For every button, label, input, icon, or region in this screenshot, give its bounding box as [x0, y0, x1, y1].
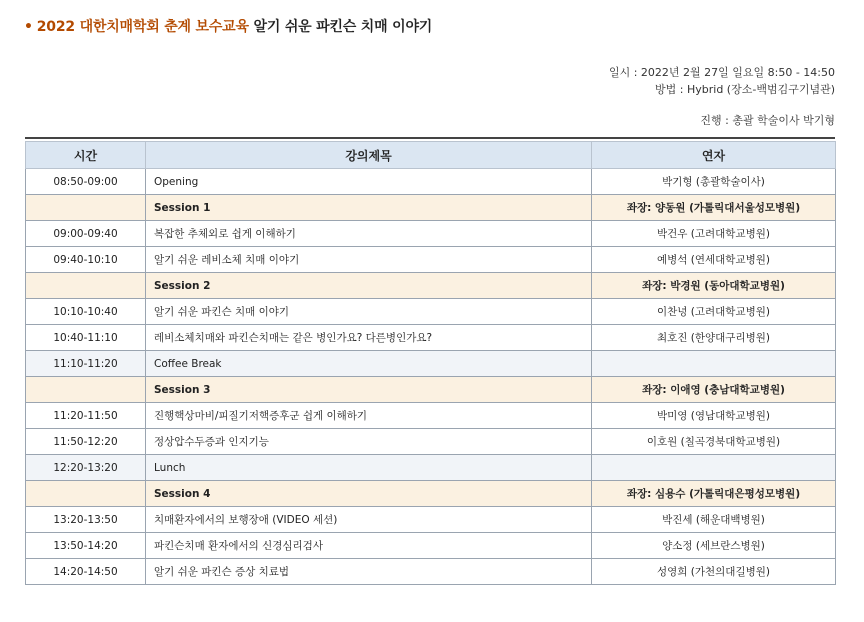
header-title: 강의제목	[146, 142, 592, 169]
cell-speaker	[592, 351, 836, 377]
cell-title: 정상압수두증과 인지기능	[146, 429, 592, 455]
session-row	[26, 195, 836, 221]
cell-speaker: 좌장: 박경원 (동아대학교병원)	[592, 273, 836, 299]
cell-time	[26, 377, 146, 403]
schedule-body	[26, 169, 836, 585]
break-row	[26, 455, 836, 481]
session-row	[26, 481, 836, 507]
cell-title: 복잡한 추체외로 쉽게 이해하기	[146, 221, 592, 247]
cell-title: 레비소체치매와 파킨슨치매는 같은 병인가요? 다른병인가요?	[146, 325, 592, 351]
event-host: 진행 : 총괄 학술이사 박기형	[700, 114, 835, 127]
cell-time: 13:20-13:50	[26, 507, 146, 533]
event-method: 방법 : Hybrid (장소-백범김구기념관)	[655, 83, 835, 96]
cell-time: 11:20-11:50	[26, 403, 146, 429]
cell-time	[26, 273, 146, 299]
title-name: 알기 쉬운 파킨슨 치매 이야기	[253, 19, 433, 35]
cell-title: Coffee Break	[146, 351, 592, 377]
cell-speaker: 좌장: 심용수 (가톨릭대은평성모병원)	[592, 481, 836, 507]
table-row	[26, 533, 836, 559]
cell-speaker: 좌장: 이애영 (충남대학교병원)	[592, 377, 836, 403]
cell-title: 진행핵상마비/피질기저핵증후군 쉽게 이해하기	[146, 403, 592, 429]
cell-title: Opening	[146, 169, 592, 195]
break-row	[26, 351, 836, 377]
cell-speaker: 박진세 (해운대백병원)	[592, 507, 836, 533]
bullet-icon: •	[24, 19, 33, 35]
table-row	[26, 325, 836, 351]
table-row	[26, 429, 836, 455]
cell-title: Session 4	[146, 481, 592, 507]
header-time: 시간	[26, 142, 146, 169]
cell-speaker: 이호원 (칠곡경북대학교병원)	[592, 429, 836, 455]
session-row	[26, 377, 836, 403]
cell-time: 10:10-10:40	[26, 299, 146, 325]
title-prefix: 2022 대한치매학회 춘계 보수교육	[36, 19, 249, 35]
cell-title: 알기 쉬운 파킨슨 치매 이야기	[146, 299, 592, 325]
event-date: 일시 : 2022년 2월 27일 일요일 8:50 - 14:50	[608, 66, 835, 79]
cell-time	[26, 481, 146, 507]
cell-title: 알기 쉬운 파킨슨 증상 치료법	[146, 559, 592, 585]
table-row	[26, 169, 836, 195]
cell-title: 알기 쉬운 레비소체 치매 이야기	[146, 247, 592, 273]
cell-time	[26, 195, 146, 221]
cell-speaker: 박미영 (영남대학교병원)	[592, 403, 836, 429]
cell-title: 치매환자에서의 보행장애 (VIDEO 세션)	[146, 507, 592, 533]
cell-time: 11:50-12:20	[26, 429, 146, 455]
cell-speaker: 예병석 (연세대학교병원)	[592, 247, 836, 273]
cell-time: 09:00-09:40	[26, 221, 146, 247]
cell-title: Session 3	[146, 377, 592, 403]
table-row	[26, 247, 836, 273]
table-header-row	[26, 142, 836, 169]
table-row	[26, 299, 836, 325]
cell-time: 09:40-10:10	[26, 247, 146, 273]
table-row	[26, 507, 836, 533]
cell-speaker: 좌장: 양동원 (가톨릭대서울성모병원)	[592, 195, 836, 221]
cell-speaker: 최호진 (한양대구리병원)	[592, 325, 836, 351]
cell-time: 14:20-14:50	[26, 559, 146, 585]
cell-speaker: 이찬녕 (고려대학교병원)	[592, 299, 836, 325]
cell-speaker: 양소정 (세브란스병원)	[592, 533, 836, 559]
table-row	[26, 221, 836, 247]
schedule-table	[25, 141, 836, 585]
cell-time: 13:50-14:20	[26, 533, 146, 559]
cell-title: Session 1	[146, 195, 592, 221]
cell-speaker: 박건우 (고려대학교병원)	[592, 221, 836, 247]
cell-title: Session 2	[146, 273, 592, 299]
cell-time: 12:20-13:20	[26, 455, 146, 481]
cell-speaker	[592, 455, 836, 481]
cell-time: 08:50-09:00	[26, 169, 146, 195]
header-speaker: 연자	[592, 142, 836, 169]
page-title	[24, 16, 432, 36]
cell-time: 10:40-11:10	[26, 325, 146, 351]
table-row	[26, 559, 836, 585]
table-row	[26, 403, 836, 429]
cell-time: 11:10-11:20	[26, 351, 146, 377]
cell-title: Lunch	[146, 455, 592, 481]
session-row	[26, 273, 836, 299]
cell-speaker: 성영희 (가천의대길병원)	[592, 559, 836, 585]
table-top-rule	[25, 137, 835, 139]
cell-title: 파킨슨치매 환자에서의 신경심리검사	[146, 533, 592, 559]
cell-speaker: 박기형 (총괄학술이사)	[592, 169, 836, 195]
